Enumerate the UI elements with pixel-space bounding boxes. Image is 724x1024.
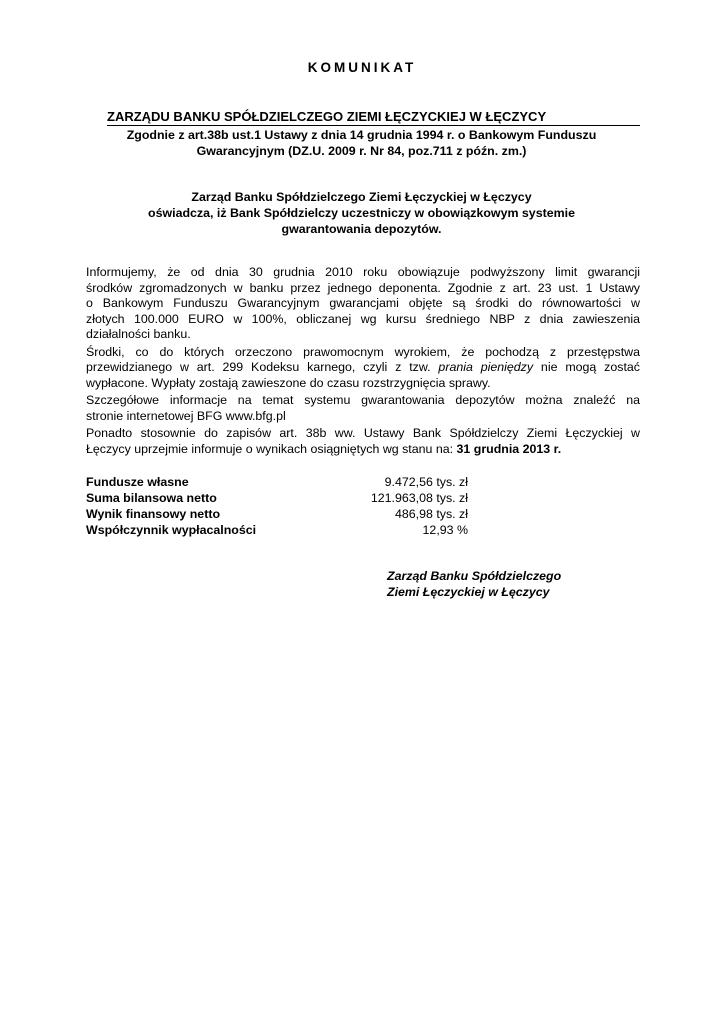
document-title: KOMUNIKAT — [307, 60, 417, 75]
financial-label: Współczynnik wypłacalności — [86, 523, 257, 537]
paragraph-line: stronie internetowej BFG www.bfg.pl — [86, 408, 286, 423]
paragraph-line: działalności banku. — [86, 327, 191, 341]
paragraph-text: przewidzianego w art. 299 Kodeksu karnego, czyli z tzw. — [86, 360, 439, 374]
italic-phrase: prania pieniędzy — [438, 360, 534, 374]
legal-basis-line: Gwarancyjnym (DZ.U. 2009 r. Nr 84, poz.711 z późn. zm.) — [196, 144, 527, 158]
financial-value: 121.963,08 tys. zł — [370, 491, 468, 505]
paragraph-line: wypłacone. Wypłaty zostają zawieszone do czasu rozstrzygnięcia sprawy. — [86, 375, 491, 390]
paragraph-bfg-info — [86, 393, 640, 424]
paragraph-line: Ponadto stosownie do zapisów art. 38b ww. Ustawy Bank Spółdzielczy Ziemi Łęczyckiej w — [86, 426, 640, 440]
paragraph-line: Informujemy, że od dnia 30 grudnia 2010 roku obowiązuje podwyższony limit gwarancji — [86, 265, 640, 279]
financial-row — [86, 506, 486, 522]
declaration — [80, 189, 643, 237]
financial-label: Fundusze własne — [86, 475, 189, 489]
paragraph-line: środków zgromadzonych w banku przez jednego deponenta. Zgodnie z art. 23 ust. 1 Ustawy — [86, 280, 640, 295]
paragraph-results-intro — [86, 426, 640, 457]
report-date: 31 grudnia 2013 r. — [456, 441, 562, 456]
paragraph-money-laundering — [86, 345, 640, 392]
legal-basis-line: Zgodnie z art.38b ust.1 Ustawy z dnia 14 grudnia 1994 r. o Bankowym Funduszu — [126, 128, 597, 142]
paragraph-line: Szczegółowe informacje na temat systemu gwarantowania depozytów można znaleźć na — [86, 393, 640, 407]
paragraph-line — [86, 360, 640, 376]
paragraph-line: Środki, co do których orzeczono prawomocnym wyrokiem, że pochodzą z przestępstwa — [86, 344, 640, 359]
document-body — [86, 265, 640, 459]
paragraph-text: nie mogą zostać — [533, 360, 640, 374]
signature-line: Ziemi Łęczyckiej w Łęczycy — [387, 585, 550, 599]
paragraph-line — [86, 442, 640, 458]
legal-basis — [80, 127, 643, 159]
financial-label: Wynik finansowy netto — [86, 507, 221, 521]
paragraph-line: o Bankowym Funduszu Gwarancyjnym gwarancjami objęte są środki do równowartości w — [86, 296, 640, 310]
financial-value: 9.472,56 tys. zł — [384, 475, 468, 489]
financial-value: 12,93 % — [422, 523, 468, 537]
paragraph-text: Łęczycy uprzejmie informuje o wynikach osiągniętych wg stanu na: — [86, 441, 457, 456]
financial-label: Suma bilansowa netto — [86, 491, 217, 505]
paragraph-guarantee-limit — [86, 265, 640, 343]
signature-block — [387, 568, 561, 600]
paragraph-line: złotych 100.000 EURO w 100%, obliczanej wg kursu średniego NBP z dnia zawieszenia — [86, 311, 640, 326]
declaration-line: gwarantowania depozytów. — [281, 222, 442, 236]
financial-value: 486,98 tys. zł — [394, 507, 468, 521]
financial-row — [86, 522, 486, 538]
financial-row — [86, 474, 486, 490]
financial-results-table — [86, 474, 486, 538]
declaration-line: Zarząd Banku Spółdzielczego Ziemi Łęczyckiej w Łęczycy — [191, 190, 532, 204]
declaration-line: oświadcza, iż Bank Spółdzielczy uczestniczy w obowiązkowym systemie — [148, 206, 575, 220]
financial-row — [86, 490, 486, 506]
document-subtitle: ZARZĄDU BANKU SPÓŁDZIELCZEGO ZIEMI ŁĘCZYCKIEJ W ŁĘCZYCY — [107, 109, 640, 126]
signature-line: Zarząd Banku Spółdzielczego — [387, 569, 562, 583]
